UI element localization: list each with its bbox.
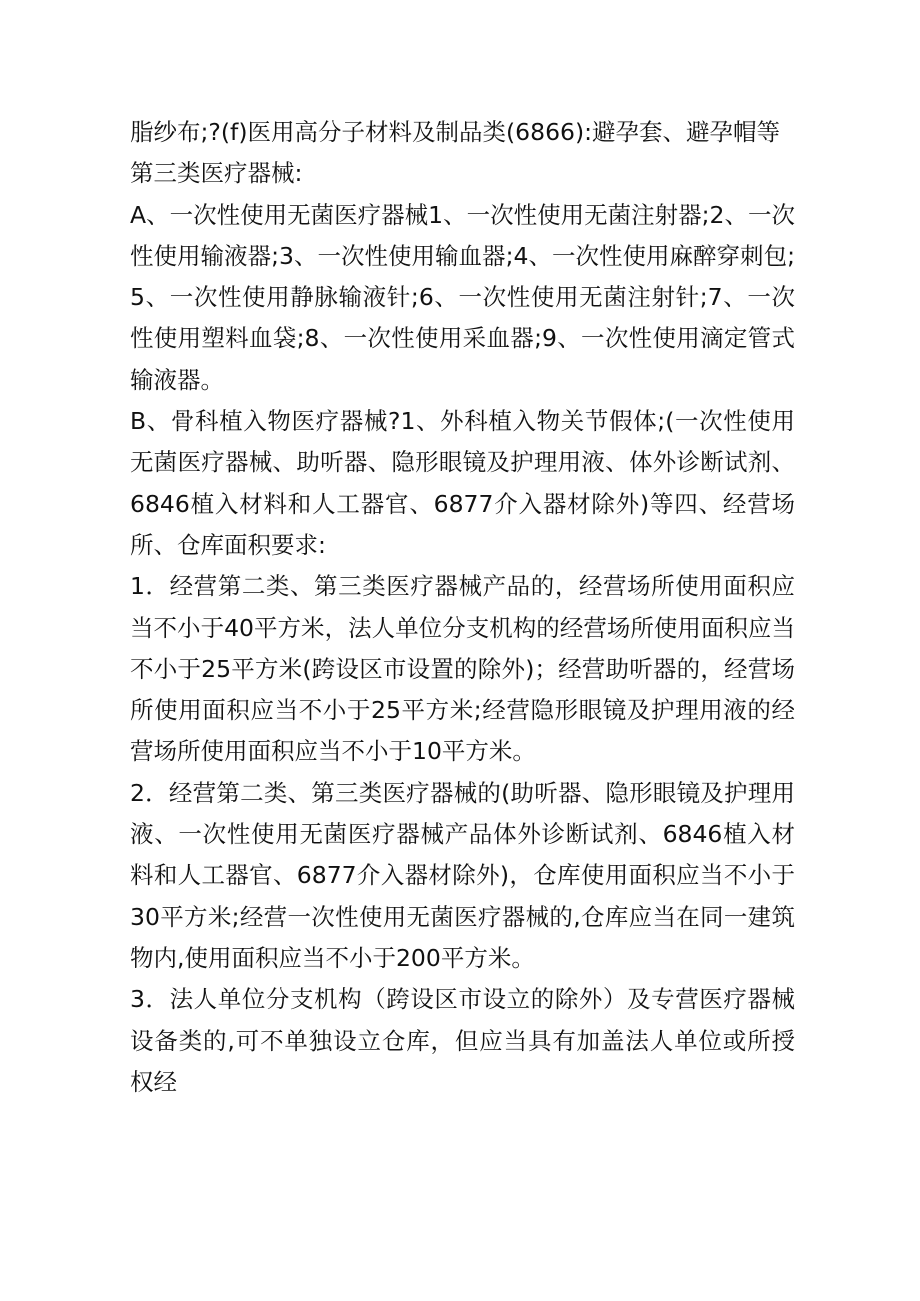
paragraph-4: B、骨科植入物医疗器械?1、外科植入物关节假体;(一次性使用无菌医疗器械、助听器、隐形眼镜及护理用液、体外诊断试剂、6846植入材料和人工器官、6877介入器材除外)等四、经营场所、仓库面积要求: [130, 407, 795, 559]
paragraph-2: 第三类医疗器械: [130, 159, 303, 188]
document-body [130, 112, 795, 1103]
paragraph-1: 脂纱布;?(f)医用高分子材料及制品类(6866):避孕套、避孕帽等 [130, 118, 781, 146]
paragraph-3: A、一次性使用无菌医疗器械1、一次性使用无菌注射器;2、一次性使用输液器;3、一次性使用输血器;4、一次性使用麻醉穿刺包;5、一次性使用静脉输液针;6、一次性使用无菌注射针;7、一次性使用塑料血袋;8、一次性使用采血器;9、一次性使用滴定管式输液器。 [130, 200, 795, 394]
paragraph-5: 1．经营第二类、第三类医疗器械产品的，经营场所使用面积应当不小于40平方米，法人单位分支机构的经营场所使用面积应当不小于25平方米(跨设区市设置的除外)；经营助听器的，经营场所使用面积应当不小于25平方米;经营隐形眼镜及护理用液的经营场所使用面积应当不小于10平方米。 [130, 572, 795, 766]
paragraph-7: 3．法人单位分支机构（跨设区市设立的除外）及专营医疗器械设备类的,可不单独设立仓库，但应当具有加盖法人单位或所授权经 [130, 985, 795, 1096]
paragraph-6: 2．经营第二类、第三类医疗器械的(助听器、隐形眼镜及护理用液、一次性使用无菌医疗器械产品体外诊断试剂、6846植入材料和人工器官、6877介入器材除外)，仓库使用面积应当不小于30平方米;经营一次性使用无菌医疗器械的,仓库应当在同一建筑物内,使用面积应当不小于200平方米。 [130, 778, 795, 972]
